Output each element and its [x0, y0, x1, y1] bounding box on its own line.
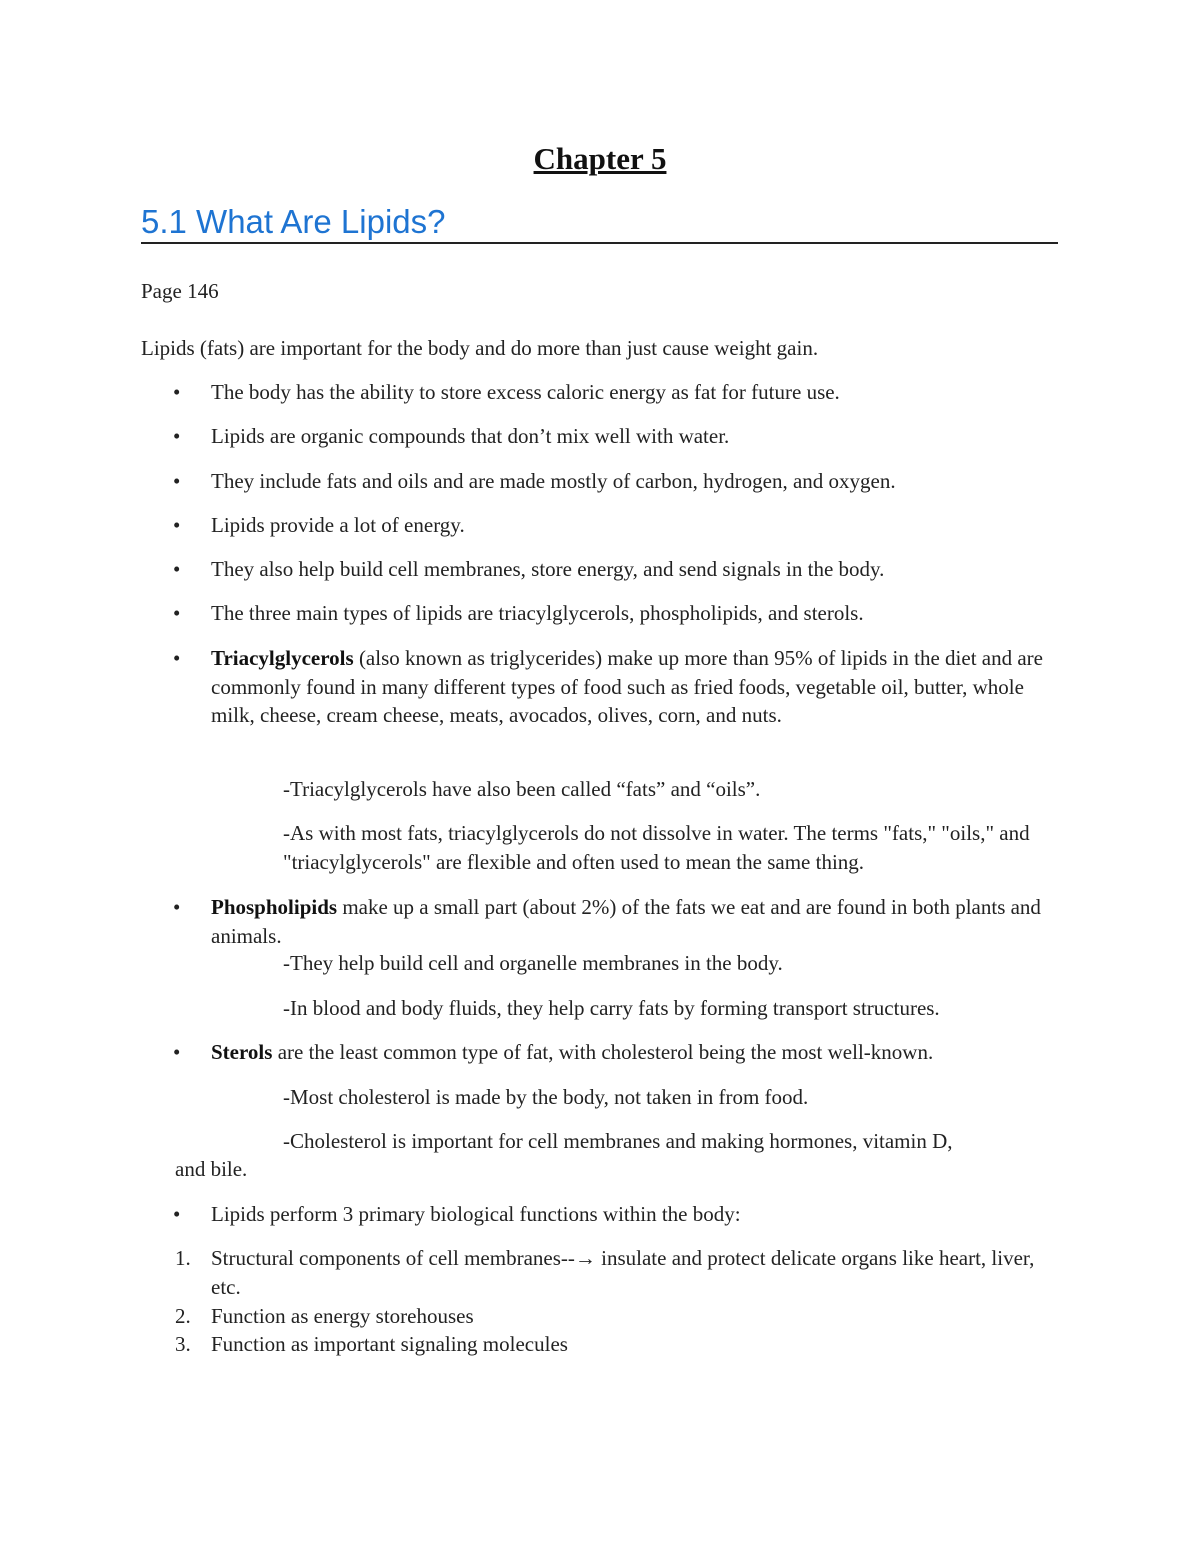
triacylglycerols-item — [211, 644, 1051, 730]
bullet-marker: • — [173, 469, 181, 493]
bullet-marker: • — [173, 1202, 181, 1226]
triacylglycerols-description: (also known as triglycerides) make up more than 95% of lipids in the diet and are commonly found in many different types of food such as fried foods, vegetable oil, butter, whole milk, cheese, cream cheese, meats, avocados, olives, corn, and nuts. — [211, 646, 1043, 727]
functions-intro: Lipids perform 3 primary biological functions within the body: — [211, 1202, 741, 1226]
chapter-title: Chapter 5 — [533, 141, 667, 176]
sterols-item — [211, 1038, 1051, 1067]
list-number: 3. — [175, 1332, 191, 1356]
bullet-marker: • — [173, 557, 181, 581]
bullet-marker: • — [173, 380, 181, 404]
bullet-item: The body has the ability to store excess caloric energy as fat for future use. — [211, 380, 840, 404]
list-number: 1. — [175, 1246, 191, 1270]
bullet-marker: • — [173, 601, 181, 625]
page-reference: Page 146 — [141, 279, 219, 303]
bullet-marker: • — [173, 1040, 181, 1064]
bullet-item: They also help build cell membranes, store energy, and send signals in the body. — [211, 557, 885, 581]
bullet-item: Lipids provide a lot of energy. — [211, 513, 465, 537]
triacylglycerols-note: -Triacylglycerols have also been called “fats” and “oils”. — [283, 777, 761, 801]
phospholipids-item — [211, 893, 1051, 950]
bullet-item: They include fats and oils and are made mostly of carbon, hydrogen, and oxygen. — [211, 469, 896, 493]
phospholipids-term: Phospholipids — [211, 895, 338, 919]
triacylglycerols-note: -As with most fats, triacylglycerols do not dissolve in water. The terms "fats," "oils," and "triacylglycerols" are flexible and often used to mean the same thing. — [283, 821, 1030, 874]
intro-paragraph: Lipids (fats) are important for the body and do more than just cause weight gain. — [141, 336, 819, 360]
function-item: Function as energy storehouses — [211, 1304, 474, 1328]
sterols-description: are the least common type of fat, with cholesterol being the most well-known. — [272, 1040, 934, 1064]
function-item: Function as important signaling molecules — [211, 1332, 568, 1356]
sterols-note-continuation: and bile. — [175, 1157, 248, 1181]
bullet-marker: • — [173, 424, 181, 448]
sterols-note: -Cholesterol is important for cell membranes and making hormones, vitamin D, — [283, 1129, 953, 1153]
section-heading: 5.1 What Are Lipids? — [141, 202, 1058, 244]
bullet-marker: • — [173, 513, 181, 537]
bullet-marker: • — [173, 646, 181, 670]
function-item: Structural components of cell membranes--→ insulate and protect delicate organs like heart, liver, etc. — [211, 1246, 1035, 1299]
phospholipids-note: -In blood and body fluids, they help carry fats by forming transport structures. — [283, 996, 940, 1020]
phospholipids-note: -They help build cell and organelle membranes in the body. — [283, 951, 783, 975]
list-number: 2. — [175, 1304, 191, 1328]
triacylglycerols-term: Triacylglycerols — [211, 646, 354, 670]
bullet-item: The three main types of lipids are triacylglycerols, phospholipids, and sterols. — [211, 601, 864, 625]
sterols-term: Sterols — [211, 1040, 273, 1064]
bullet-item: Lipids are organic compounds that don’t mix well with water. — [211, 424, 730, 448]
bullet-marker: • — [173, 895, 181, 919]
sterols-note: -Most cholesterol is made by the body, not taken in from food. — [283, 1085, 809, 1109]
phospholipids-description: make up a small part (about 2%) of the fats we eat and are found in both plants and animals. — [211, 895, 1041, 948]
